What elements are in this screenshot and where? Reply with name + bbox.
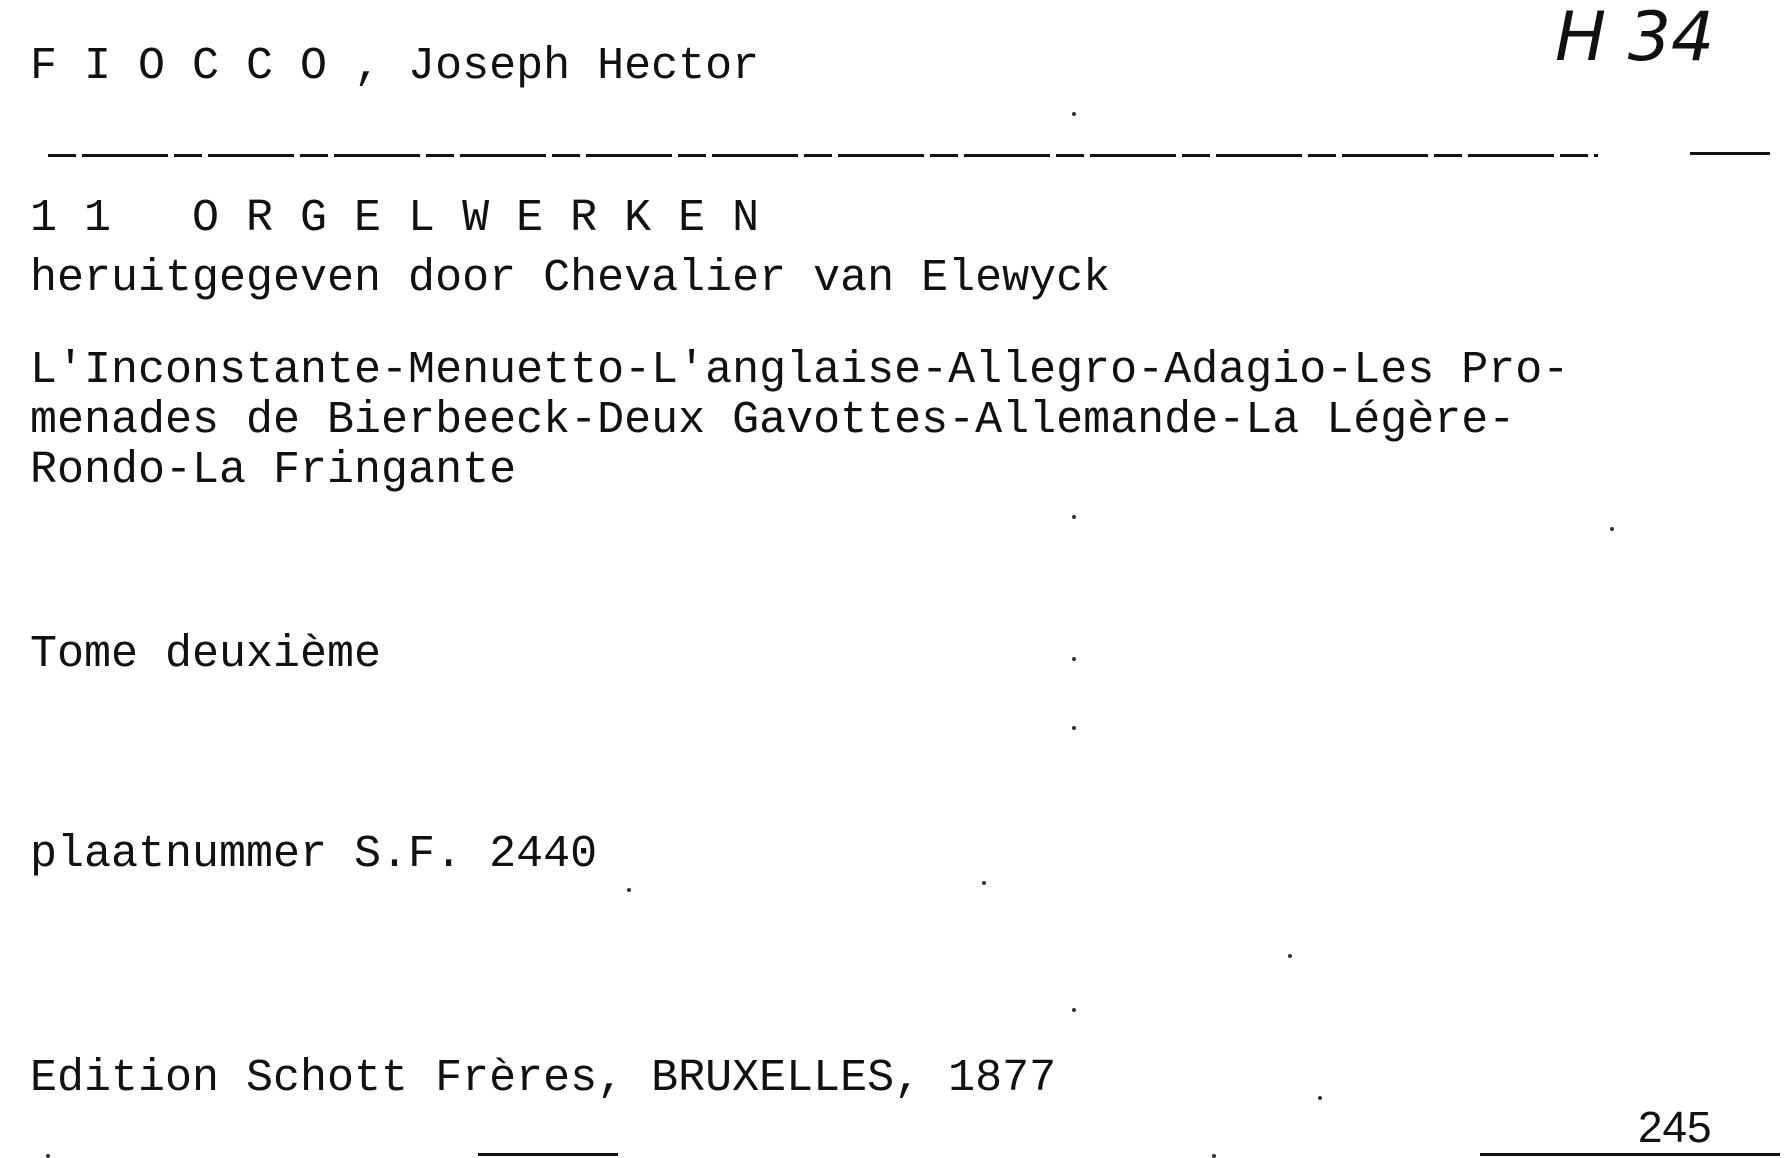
volume-line: Tome deuxième [30, 629, 382, 680]
speck [46, 1154, 50, 1158]
speck [1072, 515, 1076, 519]
top-divider [48, 154, 1598, 157]
author-heading: F I O C C O , Joseph Hector [30, 41, 760, 92]
work-title: 1 1 O R G E L W E R K E N [30, 193, 760, 244]
speck [1610, 527, 1614, 531]
card-number: 245 [1638, 1103, 1712, 1152]
speck [1212, 1154, 1216, 1158]
speck [627, 888, 631, 892]
shelfmark-handwritten: H 34 [1555, 0, 1715, 77]
bottom-divider-right [1480, 1153, 1780, 1156]
contents-line-1: L'Inconstante-Menuetto-L'anglaise-Allegro-Adagio-Les Pro- [30, 345, 1570, 396]
speck [982, 881, 986, 885]
imprint-line: Edition Schott Frères, BRUXELLES, 1877 [30, 1053, 1057, 1104]
bottom-divider-left [478, 1153, 618, 1156]
speck [1072, 726, 1076, 730]
contents-line-2: menades de Bierbeeck-Deux Gavottes-Allemande-La Légère- [30, 395, 1516, 446]
speck [1072, 657, 1076, 661]
plate-number-line: plaatnummer S.F. 2440 [30, 829, 598, 880]
editor-line: heruitgegeven door Chevalier van Elewyck [30, 253, 1111, 304]
speck [1288, 954, 1292, 958]
speck [1072, 1008, 1076, 1012]
top-divider-tail [1690, 152, 1770, 155]
speck [1318, 1096, 1322, 1100]
speck [1072, 112, 1076, 116]
contents-line-3: Rondo-La Fringante [30, 445, 517, 496]
